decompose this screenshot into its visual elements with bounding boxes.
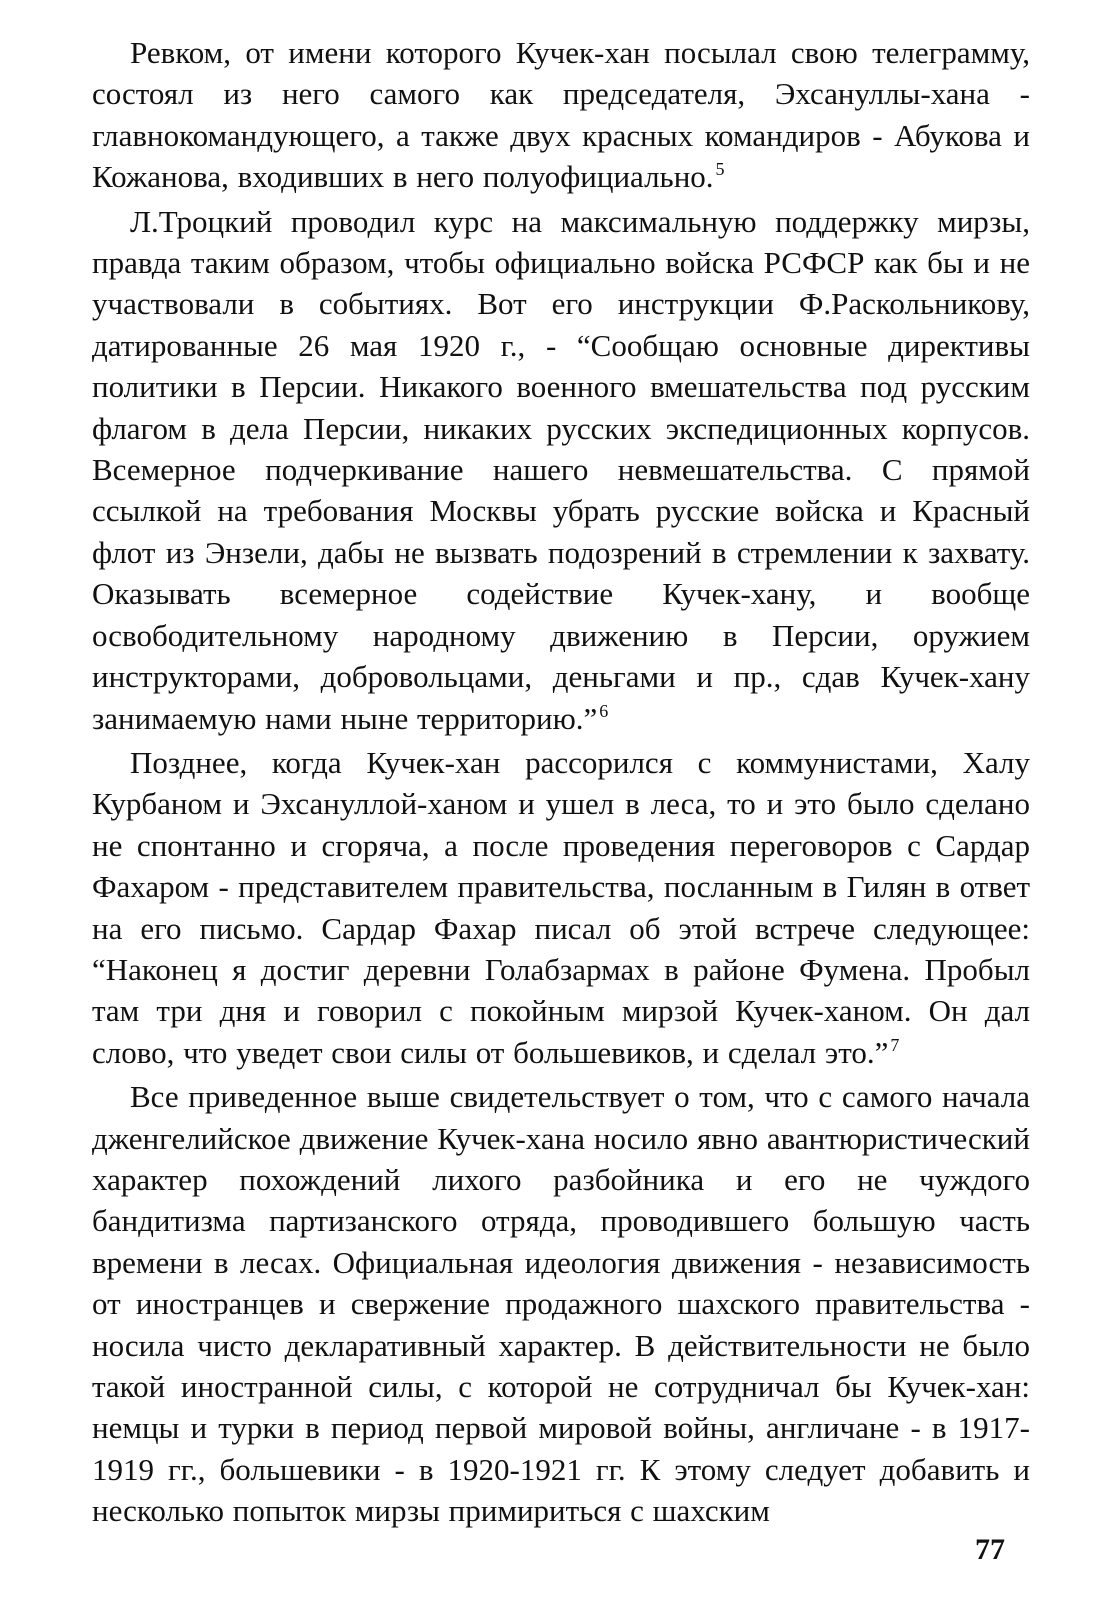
paragraph-2: [92, 201, 1030, 739]
paragraph-3: [92, 742, 1030, 1073]
page-number: 77: [975, 1533, 1005, 1566]
paragraph-4-text: Все приведенное выше свидетельствует о том, что с самого начала дженгелийское движение Кучек-хана носило явно авантюристический характер похождений лихого разбойника и его не чуждого бандитизма партизанского отряда, проводившего большую часть времени в лесах. Официальная идеология движения - независимость от иностранцев и свержение продажного шахского правительства - носила чисто декларативный характер. В действительности не было такой иностранной силы, с которой не сотрудничал бы Кучек-хан: немцы и турки в период первой мировой войны, англичане - в 1917-1919 гг., большевики - в 1920-1921 гг. К этому следует добавить и несколько попыток мирзы примириться с шахским: [92, 1079, 1030, 1529]
footnote-marker-7: 7: [890, 1034, 900, 1055]
paragraph-2-text: Л.Троцкий проводил курс на максимальную поддержку мирзы, правда таким образом, чтобы официально войска РСФСР как бы и не участвовали в событиях. Вот его инструкции Ф.Раскольникову, датированные 26 мая 1920 г., - “Сообщаю основные директивы политики в Персии. Никакого военного вмешательства под русским флагом в дела Персии, никаких русских экспедиционных корпусов. Всемерное подчеркивание нашего невмешательства. С прямой ссылкой на требования Москвы убрать русские войска и Красный флот из Энзели, дабы не вызвать подозрений в стремлении к захвату. Оказывать всемерное содействие Кучек-хану, и вообще освободительному народному движению в Персии, оружием инструкторами, добровольцами, деньгами и пр., сдав Кучек-хану занимаемую нами ныне территорию.”: [92, 203, 1030, 736]
page-body: [92, 32, 1030, 1572]
paragraph-3-text: Позднее, когда Кучек-хан рассорился с коммунистами, Халу Курбаном и Эхсануллой-ханом и ушел в леса, то и это было сделано не спонтанно и сгоряча, а после проведения переговоров с Сардар Фахаром - представителем правительства, посланным в Гилян в ответ на его письмо. Сардар Фахар писал об этой встрече следующее: “Наконец я достиг деревни Голабзармах в районе Фумена. Пробыл там три дня и говорил с покойным мирзой Кучек-ханом. Он дал слово, что уведет свои силы от большевиков, и сделал это.”: [92, 744, 1030, 1070]
paragraph-1: [92, 32, 1030, 198]
footnote-marker-6: 6: [599, 700, 609, 721]
footnote-marker-5: 5: [715, 159, 725, 180]
paragraph-4: [92, 1076, 1030, 1531]
paragraph-1-text: Ревком, от имени которого Кучек-хан посылал свою телеграмму, состоял из него самого как председателя, Эхсануллы-хана - главнокомандующего, а также двух красных командиров - Абукова и Кожанова, входивших в него полуофициально.: [92, 35, 1030, 195]
